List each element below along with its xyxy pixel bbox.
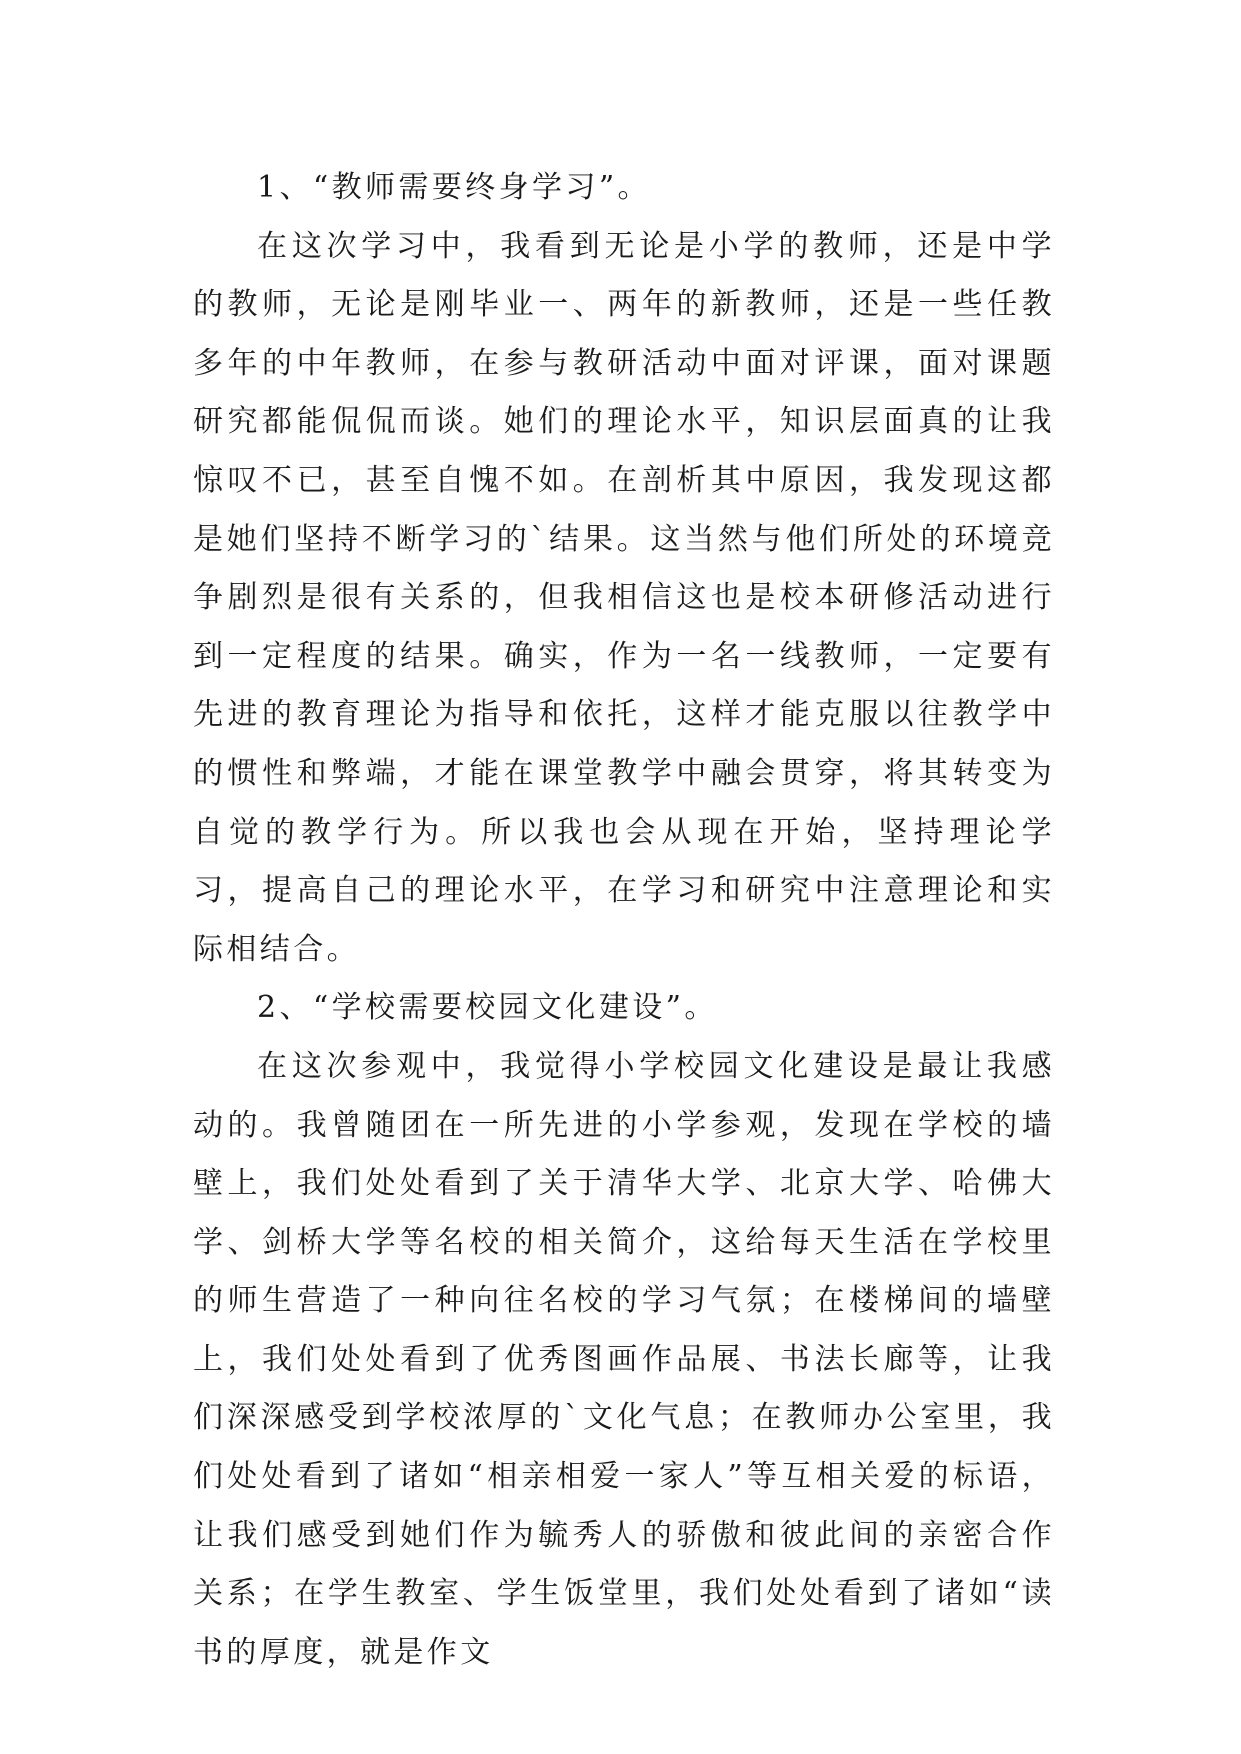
section-heading-1: 1、“教师需要终身学习”。 [257, 170, 651, 205]
document-body [193, 159, 1055, 1682]
paragraph-1: 在这次学习中，我看到无论是小学的教师，还是中学的教师，无论是刚毕业一、两年的新教师，还是一些任教多年的中年教师，在参与教研活动中面对评课，面对课题研究都能侃侃而谈。她们的理论水平，知识层面真的让我惊叹不已，甚至自愧不如。在剖析其中原因，我发现这都是她们坚持不断学习的`结果。这当然与他们所处的环境竞争剧烈是很有关系的，但我相信这也是校本研修活动进行到一定程度的结果。确实，作为一名一线教师，一定要有先进的教育理论为指导和依托，这样才能克服以往教学中的惯性和弊端，才能在课堂教学中融会贯穿，将其转变为自觉的教学行为。所以我也会从现在开始，坚持理论学习，提高自己的理论水平，在学习和研究中注意理论和实际相结合。 [193, 228, 1055, 967]
section-heading-2: 2、“学校需要校园文化建设”。 [257, 990, 718, 1026]
paragraph-2: 在这次参观中，我觉得小学校园文化建设是最让我感动的。我曾随团在一所先进的小学参观，发现在学校的墙壁上，我们处处看到了关于清华大学、北京大学、哈佛大学、剑桥大学等名校的相关简介，这给每天生活在学校里的师生营造了一种向往名校的学习气氛；在楼梯间的墙壁上，我们处处看到了优秀图画作品展、书法长廊等，让我们深深感受到学校浓厚的`文化气息；在教师办公室里，我们处处看到了诸如“相亲相爱一家人”等互相关爱的标语，让我们感受到她们作为毓秀人的骄傲和彼此间的亲密合作关系；在学生教室、学生饭堂里，我们处处看到了诸如“读书的厚度，就是作文 [193, 1048, 1055, 1670]
